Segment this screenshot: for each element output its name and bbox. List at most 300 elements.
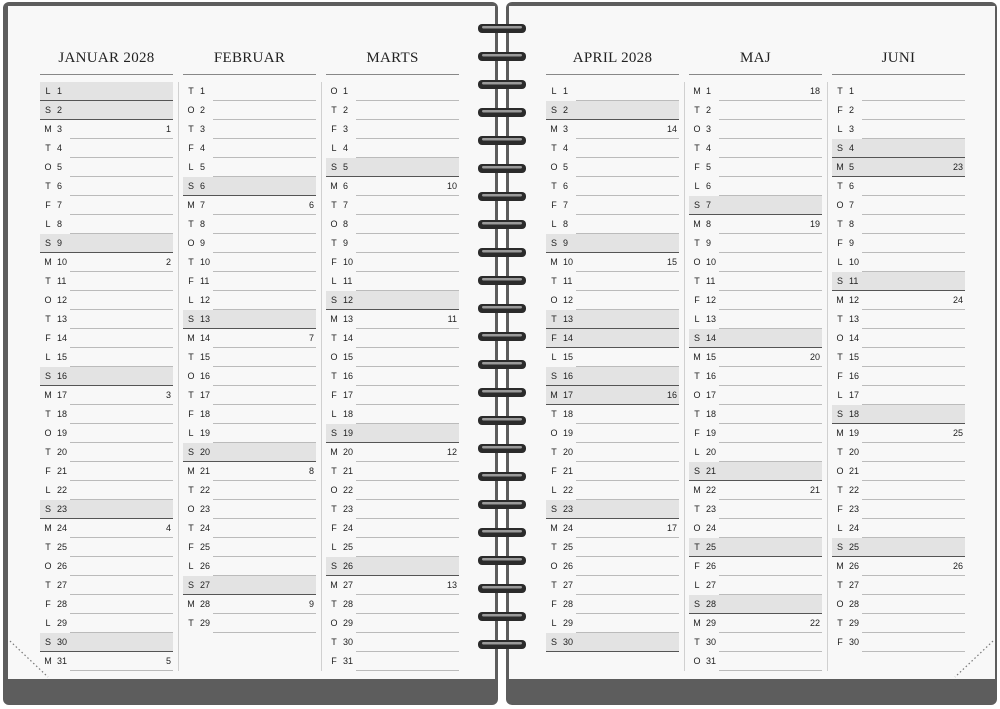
day-row[interactable]: [326, 595, 459, 614]
week-number: 4: [165, 523, 171, 533]
day-row[interactable]: [326, 519, 459, 538]
weekday-letter: M: [187, 200, 195, 210]
day-row[interactable]: [326, 310, 459, 329]
day-row[interactable]: [40, 614, 173, 633]
day-row[interactable]: [40, 310, 173, 329]
week-number: 8: [308, 466, 314, 476]
day-row[interactable]: [546, 405, 679, 424]
day-number: 19: [343, 428, 354, 438]
day-row[interactable]: [832, 386, 965, 405]
day-row[interactable]: [546, 177, 679, 196]
day-row[interactable]: [326, 367, 459, 386]
day-number: 11: [706, 276, 716, 286]
day-number: 4: [343, 143, 349, 153]
day-number: 9: [343, 238, 349, 248]
day-row[interactable]: [546, 234, 679, 253]
weekday-letter: S: [330, 162, 337, 172]
day-row[interactable]: [546, 481, 679, 500]
day-row[interactable]: [546, 310, 679, 329]
day-row[interactable]: [326, 329, 459, 348]
day-row[interactable]: [183, 386, 316, 405]
weekday-letter: S: [44, 504, 51, 514]
day-number: 6: [200, 181, 206, 191]
day-row[interactable]: [832, 139, 965, 158]
day-row[interactable]: [832, 196, 965, 215]
day-row[interactable]: [546, 500, 679, 519]
day-row[interactable]: [183, 291, 316, 310]
day-number: 10: [563, 257, 574, 267]
day-row[interactable]: [183, 443, 316, 462]
weekday-letter: M: [44, 656, 52, 666]
day-number: 15: [849, 352, 860, 362]
day-row[interactable]: [40, 291, 173, 310]
day-row[interactable]: [832, 500, 965, 519]
day-number: 29: [563, 618, 574, 628]
weekday-letter: T: [837, 181, 843, 191]
day-row[interactable]: [689, 500, 822, 519]
day-row[interactable]: [832, 557, 965, 576]
weekday-letter: M: [187, 466, 195, 476]
day-row[interactable]: [546, 82, 679, 101]
day-row[interactable]: [326, 633, 459, 652]
day-number: 15: [200, 352, 211, 362]
day-number: 15: [343, 352, 354, 362]
day-row[interactable]: [546, 291, 679, 310]
day-row[interactable]: [326, 576, 459, 595]
weekday-letter: L: [188, 561, 194, 571]
week-number: 11: [447, 314, 457, 324]
day-number: 5: [706, 162, 712, 172]
day-number: 24: [849, 523, 860, 533]
day-row[interactable]: [326, 348, 459, 367]
day-row[interactable]: [326, 177, 459, 196]
weekday-letter: T: [837, 86, 843, 96]
day-row[interactable]: [326, 386, 459, 405]
day-row[interactable]: [689, 272, 822, 291]
day-row[interactable]: [183, 557, 316, 576]
day-row[interactable]: [832, 481, 965, 500]
day-row[interactable]: [689, 367, 822, 386]
day-number: 17: [706, 390, 717, 400]
week-number: 14: [666, 124, 677, 134]
day-row[interactable]: [40, 329, 173, 348]
day-row[interactable]: [183, 595, 316, 614]
day-row[interactable]: [689, 538, 822, 557]
day-row[interactable]: [326, 272, 459, 291]
day-row[interactable]: [40, 500, 173, 519]
weekday-letter: O: [693, 257, 701, 267]
day-row[interactable]: [546, 443, 679, 462]
day-row[interactable]: [832, 367, 965, 386]
weekday-letter: F: [331, 257, 337, 267]
day-row[interactable]: [689, 424, 822, 443]
weekday-letter: F: [551, 466, 557, 476]
day-row[interactable]: [326, 120, 459, 139]
weekday-letter: T: [694, 504, 700, 514]
day-row[interactable]: [832, 595, 965, 614]
weekday-letter: S: [330, 428, 337, 438]
day-row[interactable]: [183, 405, 316, 424]
day-row[interactable]: [546, 367, 679, 386]
day-row[interactable]: [40, 348, 173, 367]
day-row[interactable]: [689, 557, 822, 576]
day-row[interactable]: [326, 652, 459, 671]
weekday-letter: T: [45, 580, 51, 590]
day-row[interactable]: [832, 310, 965, 329]
column-divider: [178, 82, 179, 671]
day-number: 21: [343, 466, 354, 476]
day-row[interactable]: [326, 405, 459, 424]
day-row[interactable]: [326, 462, 459, 481]
day-number: 18: [849, 409, 860, 419]
weekday-letter: T: [188, 523, 194, 533]
day-row[interactable]: [40, 253, 173, 272]
day-number: 22: [343, 485, 354, 495]
weekday-letter: T: [694, 542, 700, 552]
day-row[interactable]: [689, 386, 822, 405]
weekday-letter: T: [331, 637, 337, 647]
weekday-letter: O: [693, 656, 701, 666]
day-row[interactable]: [689, 519, 822, 538]
day-number: 1: [563, 86, 569, 96]
day-row[interactable]: [546, 253, 679, 272]
weekday-letter: O: [330, 352, 338, 362]
weekday-letter: L: [45, 352, 51, 362]
day-row[interactable]: [689, 576, 822, 595]
day-number: 12: [57, 295, 68, 305]
day-number: 12: [706, 295, 717, 305]
day-row[interactable]: [832, 272, 965, 291]
week-number: 7: [308, 333, 314, 343]
day-number: 19: [563, 428, 574, 438]
day-number: 4: [706, 143, 712, 153]
weekday-letter: L: [837, 257, 843, 267]
day-row[interactable]: [832, 462, 965, 481]
weekday-letter: T: [188, 390, 194, 400]
day-row[interactable]: [689, 633, 822, 652]
day-row[interactable]: [183, 310, 316, 329]
day-row[interactable]: [546, 462, 679, 481]
day-row[interactable]: [40, 158, 173, 177]
day-row[interactable]: [546, 120, 679, 139]
day-row[interactable]: [689, 139, 822, 158]
day-row[interactable]: [183, 158, 316, 177]
day-row[interactable]: [546, 614, 679, 633]
day-row[interactable]: [40, 557, 173, 576]
day-row[interactable]: [40, 462, 173, 481]
weekday-letter: M: [330, 181, 338, 191]
month-title-rule: [832, 74, 965, 75]
day-row[interactable]: [326, 500, 459, 519]
day-row[interactable]: [689, 158, 822, 177]
day-row[interactable]: [183, 614, 316, 633]
month-title: MAJ: [740, 50, 771, 66]
day-number: 8: [706, 219, 712, 229]
day-row[interactable]: [183, 215, 316, 234]
day-number: 18: [200, 409, 211, 419]
writing-line: [70, 670, 173, 671]
day-row[interactable]: [689, 348, 822, 367]
weekday-letter: M: [550, 390, 558, 400]
weekday-letter: T: [331, 504, 337, 514]
day-row[interactable]: [689, 310, 822, 329]
day-row[interactable]: [546, 557, 679, 576]
day-row[interactable]: [689, 595, 822, 614]
day-row[interactable]: [183, 82, 316, 101]
spiral-ring: [478, 500, 526, 509]
weekday-letter: L: [694, 181, 700, 191]
day-row[interactable]: [546, 196, 679, 215]
day-row[interactable]: [40, 519, 173, 538]
day-row[interactable]: [546, 576, 679, 595]
day-row[interactable]: [40, 234, 173, 253]
day-row[interactable]: [40, 215, 173, 234]
week-number: 17: [666, 523, 677, 533]
day-row[interactable]: [326, 234, 459, 253]
day-number: 23: [343, 504, 354, 514]
day-row[interactable]: [40, 139, 173, 158]
day-number: 25: [563, 542, 574, 552]
weekday-letter: O: [44, 428, 52, 438]
day-row[interactable]: [40, 481, 173, 500]
column-divider: [684, 82, 685, 671]
day-row[interactable]: [546, 519, 679, 538]
day-number: 4: [57, 143, 63, 153]
day-row[interactable]: [689, 82, 822, 101]
day-row[interactable]: [183, 500, 316, 519]
day-row[interactable]: [183, 519, 316, 538]
day-row[interactable]: [40, 424, 173, 443]
day-row[interactable]: [832, 405, 965, 424]
day-row[interactable]: [40, 538, 173, 557]
day-row[interactable]: [326, 82, 459, 101]
weekday-letter: T: [694, 371, 700, 381]
day-number: 29: [343, 618, 354, 628]
day-row[interactable]: [832, 519, 965, 538]
day-row[interactable]: [689, 253, 822, 272]
day-number: 24: [57, 523, 68, 533]
day-row[interactable]: [832, 158, 965, 177]
day-row[interactable]: [183, 424, 316, 443]
day-number: 13: [706, 314, 717, 324]
day-row[interactable]: [689, 215, 822, 234]
day-row[interactable]: [689, 329, 822, 348]
day-number: 21: [849, 466, 860, 476]
weekday-letter: S: [187, 314, 194, 324]
day-row[interactable]: [326, 139, 459, 158]
day-row[interactable]: [183, 329, 316, 348]
weekday-letter: F: [694, 162, 700, 172]
day-row[interactable]: [832, 234, 965, 253]
day-row[interactable]: [40, 177, 173, 196]
weekday-letter: M: [836, 428, 844, 438]
weekday-letter: T: [694, 143, 700, 153]
writing-line: [719, 670, 822, 671]
day-row[interactable]: [689, 481, 822, 500]
week-number: 23: [952, 162, 963, 172]
weekday-letter: S: [187, 447, 194, 457]
weekday-letter: M: [693, 352, 701, 362]
day-row[interactable]: [832, 329, 965, 348]
day-number: 3: [849, 124, 855, 134]
day-number: 29: [706, 618, 717, 628]
day-row[interactable]: [326, 557, 459, 576]
day-row[interactable]: [832, 443, 965, 462]
weekday-letter: O: [44, 295, 52, 305]
day-row[interactable]: [326, 443, 459, 462]
weekday-letter: F: [837, 637, 843, 647]
day-row[interactable]: [832, 291, 965, 310]
day-row[interactable]: [689, 652, 822, 671]
day-row[interactable]: [183, 538, 316, 557]
day-number: 30: [57, 637, 68, 647]
day-row[interactable]: [40, 652, 173, 671]
day-row[interactable]: [546, 158, 679, 177]
weekday-letter: O: [693, 523, 701, 533]
day-number: 12: [563, 295, 574, 305]
day-row[interactable]: [546, 633, 679, 652]
weekday-letter: M: [330, 580, 338, 590]
weekday-letter: T: [188, 485, 194, 495]
day-row[interactable]: [183, 367, 316, 386]
day-row[interactable]: [689, 177, 822, 196]
day-row[interactable]: [689, 120, 822, 139]
day-list: [326, 82, 459, 671]
day-number: 9: [563, 238, 569, 248]
weekday-letter: L: [188, 295, 194, 305]
day-row[interactable]: [183, 234, 316, 253]
day-row[interactable]: [326, 158, 459, 177]
day-row[interactable]: [183, 139, 316, 158]
day-row[interactable]: [326, 614, 459, 633]
day-number: 27: [706, 580, 717, 590]
day-list: [40, 82, 173, 671]
day-row[interactable]: [40, 595, 173, 614]
day-row[interactable]: [326, 538, 459, 557]
day-row[interactable]: [546, 386, 679, 405]
day-number: 28: [706, 599, 717, 609]
day-number: 10: [849, 257, 860, 267]
day-row[interactable]: [832, 633, 965, 652]
day-row[interactable]: [832, 253, 965, 272]
day-row[interactable]: [546, 101, 679, 120]
day-row[interactable]: [40, 386, 173, 405]
day-row[interactable]: [832, 538, 965, 557]
day-row[interactable]: [183, 481, 316, 500]
day-row[interactable]: [326, 101, 459, 120]
day-row[interactable]: [326, 196, 459, 215]
day-row[interactable]: [40, 405, 173, 424]
day-number: 8: [849, 219, 855, 229]
day-row[interactable]: [183, 253, 316, 272]
day-row[interactable]: [832, 614, 965, 633]
day-row[interactable]: [183, 120, 316, 139]
day-row[interactable]: [40, 633, 173, 652]
day-number: 3: [57, 124, 63, 134]
day-row[interactable]: [832, 215, 965, 234]
day-row[interactable]: [183, 177, 316, 196]
weekday-letter: F: [837, 105, 843, 115]
day-row[interactable]: [183, 348, 316, 367]
day-number: 23: [200, 504, 211, 514]
weekday-letter: T: [837, 618, 843, 628]
day-row[interactable]: [546, 215, 679, 234]
day-number: 14: [343, 333, 354, 343]
day-row[interactable]: [326, 215, 459, 234]
day-row[interactable]: [40, 82, 173, 101]
day-row[interactable]: [326, 253, 459, 272]
day-row[interactable]: [689, 405, 822, 424]
day-row[interactable]: [689, 196, 822, 215]
month-title: JANUAR 2028: [58, 50, 155, 66]
day-row[interactable]: [546, 329, 679, 348]
weekday-letter: T: [694, 238, 700, 248]
day-number: 14: [706, 333, 717, 343]
day-row[interactable]: [832, 82, 965, 101]
day-row[interactable]: [832, 101, 965, 120]
day-row[interactable]: [183, 576, 316, 595]
weekday-letter: F: [837, 371, 843, 381]
day-row[interactable]: [40, 443, 173, 462]
day-row[interactable]: [689, 234, 822, 253]
weekday-letter: O: [550, 561, 558, 571]
day-row[interactable]: [40, 101, 173, 120]
day-row[interactable]: [40, 272, 173, 291]
day-row[interactable]: [183, 462, 316, 481]
day-row[interactable]: [546, 272, 679, 291]
day-row[interactable]: [183, 196, 316, 215]
weekday-letter: F: [694, 561, 700, 571]
day-row[interactable]: [546, 538, 679, 557]
day-row[interactable]: [689, 462, 822, 481]
day-number: 28: [563, 599, 574, 609]
day-row[interactable]: [689, 291, 822, 310]
day-row[interactable]: [832, 424, 965, 443]
day-number: 9: [849, 238, 855, 248]
week-number: 19: [809, 219, 820, 229]
day-row[interactable]: [832, 120, 965, 139]
weekday-letter: M: [187, 599, 195, 609]
day-row[interactable]: [326, 424, 459, 443]
day-row[interactable]: [40, 196, 173, 215]
week-number: 18: [809, 86, 820, 96]
day-row[interactable]: [183, 272, 316, 291]
day-row[interactable]: [832, 177, 965, 196]
day-row[interactable]: [546, 424, 679, 443]
weekday-letter: F: [188, 542, 194, 552]
day-row[interactable]: [689, 443, 822, 462]
day-row[interactable]: [40, 576, 173, 595]
weekday-letter: L: [551, 352, 557, 362]
weekday-letter: T: [551, 409, 557, 419]
day-row[interactable]: [326, 291, 459, 310]
day-row[interactable]: [546, 595, 679, 614]
day-row[interactable]: [546, 348, 679, 367]
day-row[interactable]: [183, 101, 316, 120]
day-row[interactable]: [326, 481, 459, 500]
day-number: 20: [706, 447, 717, 457]
day-row[interactable]: [689, 101, 822, 120]
day-row[interactable]: [40, 367, 173, 386]
day-row[interactable]: [689, 614, 822, 633]
day-list: [689, 82, 822, 671]
weekday-letter: L: [551, 618, 557, 628]
day-row[interactable]: [546, 139, 679, 158]
day-row[interactable]: [832, 576, 965, 595]
day-row[interactable]: [832, 348, 965, 367]
day-number: 28: [343, 599, 354, 609]
day-row[interactable]: [40, 120, 173, 139]
